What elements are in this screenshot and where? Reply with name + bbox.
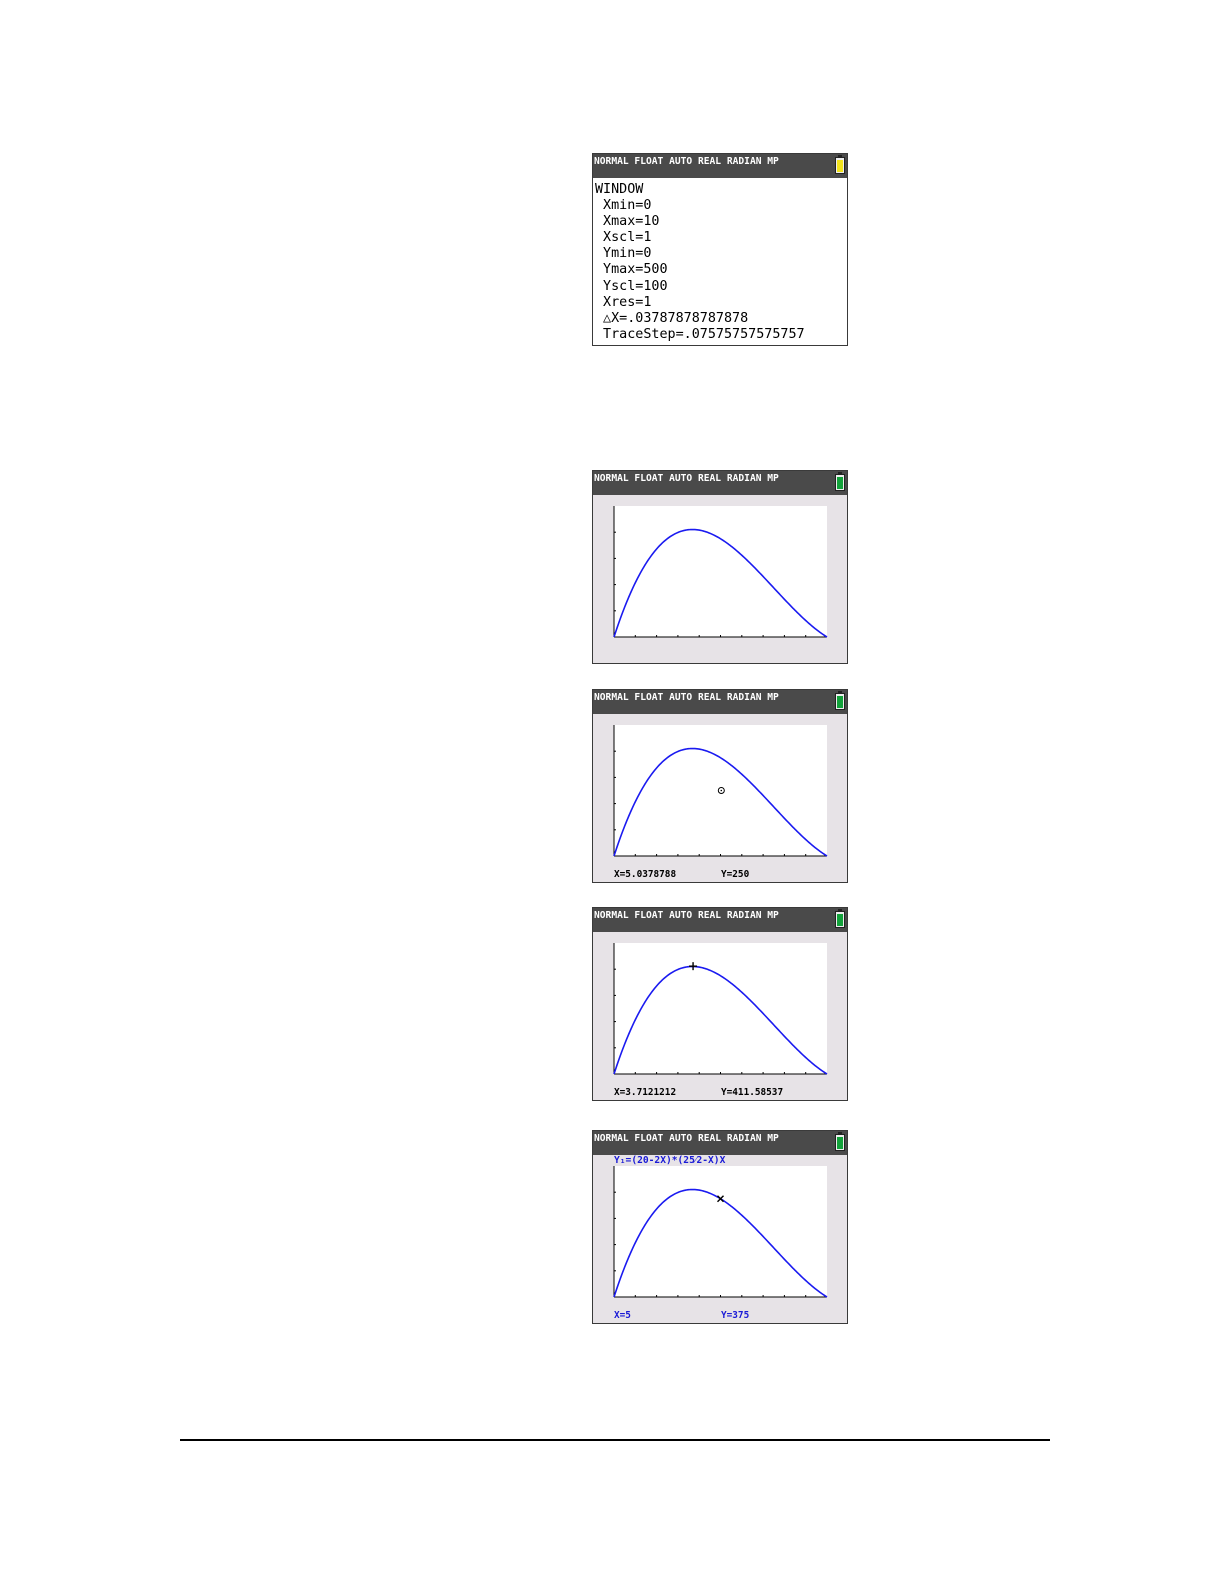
battery-icon [835, 474, 845, 491]
battery-fill [837, 1137, 843, 1149]
graph-screen-2 [592, 689, 848, 883]
battery-fill [837, 477, 843, 489]
window-line-xmax[interactable]: Xmax=10 [595, 214, 660, 230]
window-line-ymax[interactable]: Ymax=500 [595, 262, 668, 278]
window-screen [592, 153, 848, 346]
battery-icon [835, 157, 845, 174]
plot-area [614, 943, 827, 1074]
battery-icon [835, 911, 845, 928]
status-bar: NORMAL FLOAT AUTO REAL RADIAN MP [593, 908, 847, 932]
window-line-ymin[interactable]: Ymin=0 [595, 246, 652, 262]
readout-x: X=5.0378788 [614, 869, 677, 880]
plot-area [614, 506, 827, 637]
readout-y: Y=250 [721, 869, 750, 880]
readout-y: Y=411.58537 [721, 1087, 784, 1098]
status-bar: NORMAL FLOAT AUTO REAL RADIAN MP [593, 471, 847, 495]
status-bar: NORMAL FLOAT AUTO REAL RADIAN MP [593, 690, 847, 714]
footer-rule [180, 1439, 1050, 1441]
status-bar: NORMAL FLOAT AUTO REAL RADIAN MP [593, 154, 847, 178]
status-bar: NORMAL FLOAT AUTO REAL RADIAN MP [593, 1131, 847, 1155]
window-settings [595, 182, 847, 343]
readout-y: Y=375 [721, 1310, 750, 1321]
graph-plot [593, 932, 847, 1100]
battery-fill [837, 160, 843, 172]
battery-fill [837, 914, 843, 926]
window-title: WINDOW [595, 182, 644, 197]
cursor-readout [593, 868, 847, 882]
graph-plot [593, 495, 847, 663]
window-line-tracestep[interactable]: TraceStep=.07575757575757 [595, 326, 805, 342]
battery-icon [835, 693, 845, 710]
readout-x: X=3.7121212 [614, 1087, 677, 1098]
graph-screen-4 [592, 1130, 848, 1324]
readout-x: X=5 [614, 1310, 631, 1321]
plot-area [614, 1166, 827, 1297]
cursor-readout [593, 1086, 847, 1100]
window-line-yscl[interactable]: Yscl=100 [595, 278, 668, 294]
equation-label: Y₁=(20-2X)*(25⁄2-X)X [614, 1155, 726, 1166]
cursor-readout [593, 1309, 847, 1323]
window-line-deltax[interactable]: △X=.03787878787878 [595, 310, 749, 326]
window-line-xscl[interactable]: Xscl=1 [595, 230, 652, 246]
battery-icon [835, 1134, 845, 1151]
plot-area [614, 725, 827, 856]
graph-plot [593, 1155, 847, 1323]
graph-screen-3 [592, 907, 848, 1101]
free-cursor-dot [721, 790, 723, 792]
window-line-xmin[interactable]: Xmin=0 [595, 198, 652, 214]
graph-screen-1 [592, 470, 848, 664]
battery-fill [837, 696, 843, 708]
window-line-xres[interactable]: Xres=1 [595, 294, 652, 310]
graph-plot [593, 714, 847, 882]
